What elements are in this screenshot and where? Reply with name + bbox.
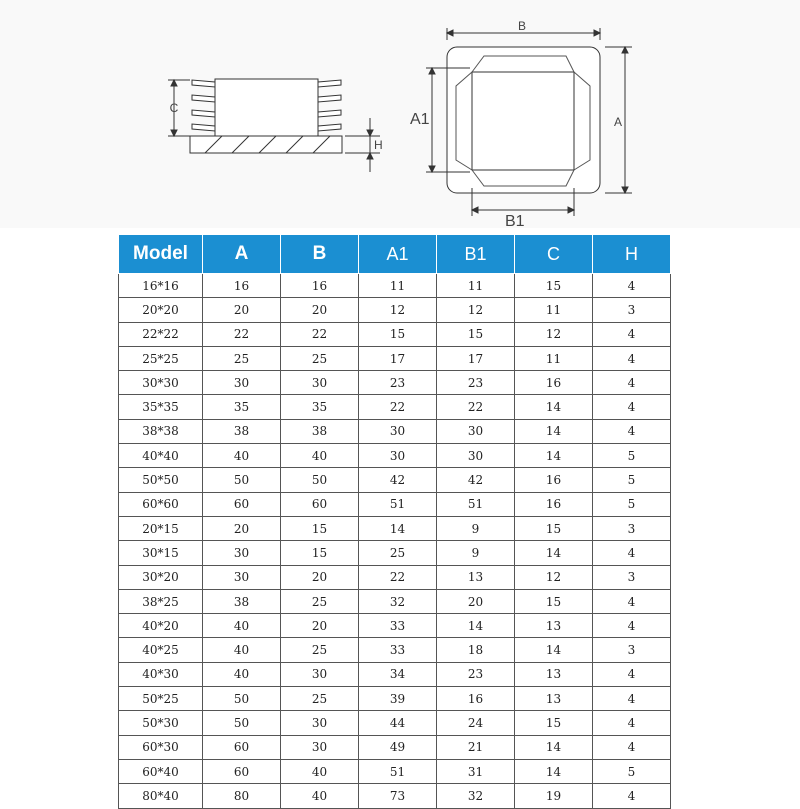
cell-a: 38 bbox=[203, 419, 281, 443]
cell-a: 40 bbox=[203, 444, 281, 468]
dimension-label-b: B bbox=[517, 19, 527, 33]
cell-a1: 11 bbox=[359, 274, 437, 298]
cell-c: 15 bbox=[515, 589, 593, 613]
cell-c: 14 bbox=[515, 395, 593, 419]
table-row bbox=[119, 541, 671, 565]
table-row bbox=[119, 346, 671, 370]
cell-b: 20 bbox=[281, 565, 359, 589]
cell-a1: 22 bbox=[359, 395, 437, 419]
cell-c: 19 bbox=[515, 784, 593, 808]
table-row bbox=[119, 614, 671, 638]
cell-model: 35*35 bbox=[119, 395, 203, 419]
cell-a: 20 bbox=[203, 298, 281, 322]
dimension-label-h: H bbox=[374, 138, 383, 152]
cell-a: 30 bbox=[203, 541, 281, 565]
cell-h: 5 bbox=[593, 492, 671, 516]
cell-h: 4 bbox=[593, 371, 671, 395]
cell-h: 4 bbox=[593, 662, 671, 686]
technical-drawing bbox=[0, 0, 800, 228]
cell-model: 22*22 bbox=[119, 322, 203, 346]
technical-drawing-area bbox=[0, 0, 800, 228]
table-row bbox=[119, 444, 671, 468]
cell-b1: 20 bbox=[437, 589, 515, 613]
cell-c: 15 bbox=[515, 711, 593, 735]
cell-a: 20 bbox=[203, 516, 281, 540]
cell-b1: 30 bbox=[437, 444, 515, 468]
cell-a: 30 bbox=[203, 371, 281, 395]
cell-a1: 22 bbox=[359, 565, 437, 589]
cell-a: 35 bbox=[203, 395, 281, 419]
cell-b: 25 bbox=[281, 589, 359, 613]
table-row bbox=[119, 516, 671, 540]
cell-h: 5 bbox=[593, 759, 671, 783]
cell-a1: 25 bbox=[359, 541, 437, 565]
table-row bbox=[119, 784, 671, 808]
cell-b1: 14 bbox=[437, 614, 515, 638]
cell-a1: 34 bbox=[359, 662, 437, 686]
cell-model: 30*20 bbox=[119, 565, 203, 589]
cell-b1: 16 bbox=[437, 687, 515, 711]
cell-b: 30 bbox=[281, 371, 359, 395]
table-row bbox=[119, 565, 671, 589]
cell-h: 4 bbox=[593, 687, 671, 711]
cell-c: 15 bbox=[515, 516, 593, 540]
cell-h: 5 bbox=[593, 468, 671, 492]
cell-h: 4 bbox=[593, 395, 671, 419]
cell-b1: 9 bbox=[437, 516, 515, 540]
cell-a: 40 bbox=[203, 662, 281, 686]
cell-c: 11 bbox=[515, 298, 593, 322]
side-view-drawing bbox=[168, 79, 380, 172]
top-view-drawing bbox=[426, 28, 632, 216]
cell-a: 50 bbox=[203, 468, 281, 492]
cell-b1: 51 bbox=[437, 492, 515, 516]
header-model: Model bbox=[119, 235, 203, 274]
cell-a1: 12 bbox=[359, 298, 437, 322]
cell-b1: 12 bbox=[437, 298, 515, 322]
cell-c: 14 bbox=[515, 419, 593, 443]
cell-h: 4 bbox=[593, 735, 671, 759]
cell-model: 40*30 bbox=[119, 662, 203, 686]
cell-b1: 17 bbox=[437, 346, 515, 370]
cell-a: 40 bbox=[203, 614, 281, 638]
cell-model: 40*20 bbox=[119, 614, 203, 638]
dimension-label-b1: B1 bbox=[505, 213, 525, 228]
cell-h: 4 bbox=[593, 614, 671, 638]
cell-c: 14 bbox=[515, 444, 593, 468]
cell-a: 38 bbox=[203, 589, 281, 613]
cell-model: 30*15 bbox=[119, 541, 203, 565]
cell-model: 50*30 bbox=[119, 711, 203, 735]
cell-a: 50 bbox=[203, 711, 281, 735]
cell-b: 30 bbox=[281, 662, 359, 686]
cell-a1: 42 bbox=[359, 468, 437, 492]
cell-c: 14 bbox=[515, 759, 593, 783]
cell-b: 38 bbox=[281, 419, 359, 443]
table-row bbox=[119, 468, 671, 492]
cell-model: 38*25 bbox=[119, 589, 203, 613]
cell-model: 40*25 bbox=[119, 638, 203, 662]
cell-c: 11 bbox=[515, 346, 593, 370]
cell-c: 12 bbox=[515, 322, 593, 346]
table-row bbox=[119, 419, 671, 443]
cell-a: 60 bbox=[203, 759, 281, 783]
header-b1: B1 bbox=[437, 235, 515, 274]
cell-h: 4 bbox=[593, 541, 671, 565]
cell-model: 16*16 bbox=[119, 274, 203, 298]
cell-a: 30 bbox=[203, 565, 281, 589]
cell-a1: 33 bbox=[359, 638, 437, 662]
table-row bbox=[119, 711, 671, 735]
cell-h: 4 bbox=[593, 589, 671, 613]
table-row bbox=[119, 395, 671, 419]
cell-c: 15 bbox=[515, 274, 593, 298]
cell-a1: 49 bbox=[359, 735, 437, 759]
cell-c: 14 bbox=[515, 638, 593, 662]
cell-a: 25 bbox=[203, 346, 281, 370]
cell-c: 13 bbox=[515, 614, 593, 638]
cell-model: 25*25 bbox=[119, 346, 203, 370]
cell-a1: 73 bbox=[359, 784, 437, 808]
cell-b: 25 bbox=[281, 638, 359, 662]
cell-b: 30 bbox=[281, 735, 359, 759]
cell-h: 4 bbox=[593, 274, 671, 298]
header-a1: A1 bbox=[359, 235, 437, 274]
cell-a1: 39 bbox=[359, 687, 437, 711]
cell-h: 4 bbox=[593, 322, 671, 346]
cell-b: 60 bbox=[281, 492, 359, 516]
cell-c: 14 bbox=[515, 735, 593, 759]
cell-b: 35 bbox=[281, 395, 359, 419]
table-row bbox=[119, 298, 671, 322]
cell-b: 40 bbox=[281, 759, 359, 783]
cell-h: 4 bbox=[593, 711, 671, 735]
cell-b: 22 bbox=[281, 322, 359, 346]
cell-h: 5 bbox=[593, 444, 671, 468]
cell-h: 3 bbox=[593, 638, 671, 662]
cell-h: 4 bbox=[593, 419, 671, 443]
cell-a: 50 bbox=[203, 687, 281, 711]
table-row bbox=[119, 687, 671, 711]
cell-a1: 51 bbox=[359, 492, 437, 516]
cell-b1: 18 bbox=[437, 638, 515, 662]
cell-a1: 17 bbox=[359, 346, 437, 370]
cell-a1: 30 bbox=[359, 419, 437, 443]
cell-b1: 30 bbox=[437, 419, 515, 443]
table-header-row bbox=[119, 235, 671, 274]
cell-b: 50 bbox=[281, 468, 359, 492]
cell-model: 30*30 bbox=[119, 371, 203, 395]
cell-c: 13 bbox=[515, 687, 593, 711]
cell-a: 60 bbox=[203, 492, 281, 516]
header-a: A bbox=[203, 235, 281, 274]
cell-a1: 32 bbox=[359, 589, 437, 613]
cell-b: 25 bbox=[281, 687, 359, 711]
dimension-label-c: C bbox=[169, 101, 179, 115]
cell-h: 4 bbox=[593, 346, 671, 370]
cell-b: 15 bbox=[281, 516, 359, 540]
table-body bbox=[119, 274, 671, 809]
cell-model: 80*40 bbox=[119, 784, 203, 808]
cell-b: 25 bbox=[281, 346, 359, 370]
cell-b1: 15 bbox=[437, 322, 515, 346]
header-b: B bbox=[281, 235, 359, 274]
cell-b1: 23 bbox=[437, 371, 515, 395]
cell-b: 40 bbox=[281, 784, 359, 808]
header-c: C bbox=[515, 235, 593, 274]
cell-c: 16 bbox=[515, 492, 593, 516]
cell-a: 80 bbox=[203, 784, 281, 808]
table-row bbox=[119, 274, 671, 298]
cell-h: 3 bbox=[593, 298, 671, 322]
cell-model: 60*60 bbox=[119, 492, 203, 516]
cell-b1: 42 bbox=[437, 468, 515, 492]
table-row bbox=[119, 589, 671, 613]
cell-b: 30 bbox=[281, 711, 359, 735]
header-h: H bbox=[593, 235, 671, 274]
cell-b: 20 bbox=[281, 298, 359, 322]
cell-c: 16 bbox=[515, 468, 593, 492]
cell-h: 3 bbox=[593, 516, 671, 540]
cell-model: 50*50 bbox=[119, 468, 203, 492]
cell-model: 60*40 bbox=[119, 759, 203, 783]
cell-model: 50*25 bbox=[119, 687, 203, 711]
cell-a1: 23 bbox=[359, 371, 437, 395]
cell-b1: 11 bbox=[437, 274, 515, 298]
table-row bbox=[119, 735, 671, 759]
cell-a1: 44 bbox=[359, 711, 437, 735]
cell-b1: 31 bbox=[437, 759, 515, 783]
table-row bbox=[119, 662, 671, 686]
table-row bbox=[119, 492, 671, 516]
cell-a: 16 bbox=[203, 274, 281, 298]
cell-b1: 9 bbox=[437, 541, 515, 565]
dimension-label-a: A bbox=[614, 115, 623, 129]
table-row bbox=[119, 322, 671, 346]
cell-h: 3 bbox=[593, 565, 671, 589]
cell-b1: 13 bbox=[437, 565, 515, 589]
cell-b: 40 bbox=[281, 444, 359, 468]
cell-c: 13 bbox=[515, 662, 593, 686]
table-row bbox=[119, 371, 671, 395]
cell-b1: 21 bbox=[437, 735, 515, 759]
dimension-table bbox=[118, 234, 671, 809]
cell-a: 60 bbox=[203, 735, 281, 759]
cell-model: 38*38 bbox=[119, 419, 203, 443]
cell-a1: 33 bbox=[359, 614, 437, 638]
table-row bbox=[119, 638, 671, 662]
dimension-label-a1: A1 bbox=[410, 111, 430, 128]
cell-c: 14 bbox=[515, 541, 593, 565]
cell-b1: 32 bbox=[437, 784, 515, 808]
cell-model: 60*30 bbox=[119, 735, 203, 759]
cell-b1: 23 bbox=[437, 662, 515, 686]
cell-b1: 24 bbox=[437, 711, 515, 735]
cell-h: 4 bbox=[593, 784, 671, 808]
cell-model: 20*20 bbox=[119, 298, 203, 322]
cell-a: 40 bbox=[203, 638, 281, 662]
cell-a: 22 bbox=[203, 322, 281, 346]
cell-a1: 30 bbox=[359, 444, 437, 468]
cell-model: 40*40 bbox=[119, 444, 203, 468]
cell-c: 12 bbox=[515, 565, 593, 589]
cell-b: 15 bbox=[281, 541, 359, 565]
cell-a1: 14 bbox=[359, 516, 437, 540]
cell-a1: 51 bbox=[359, 759, 437, 783]
table-row bbox=[119, 759, 671, 783]
cell-b: 20 bbox=[281, 614, 359, 638]
cell-a1: 15 bbox=[359, 322, 437, 346]
cell-model: 20*15 bbox=[119, 516, 203, 540]
cell-c: 16 bbox=[515, 371, 593, 395]
cell-b: 16 bbox=[281, 274, 359, 298]
cell-b1: 22 bbox=[437, 395, 515, 419]
